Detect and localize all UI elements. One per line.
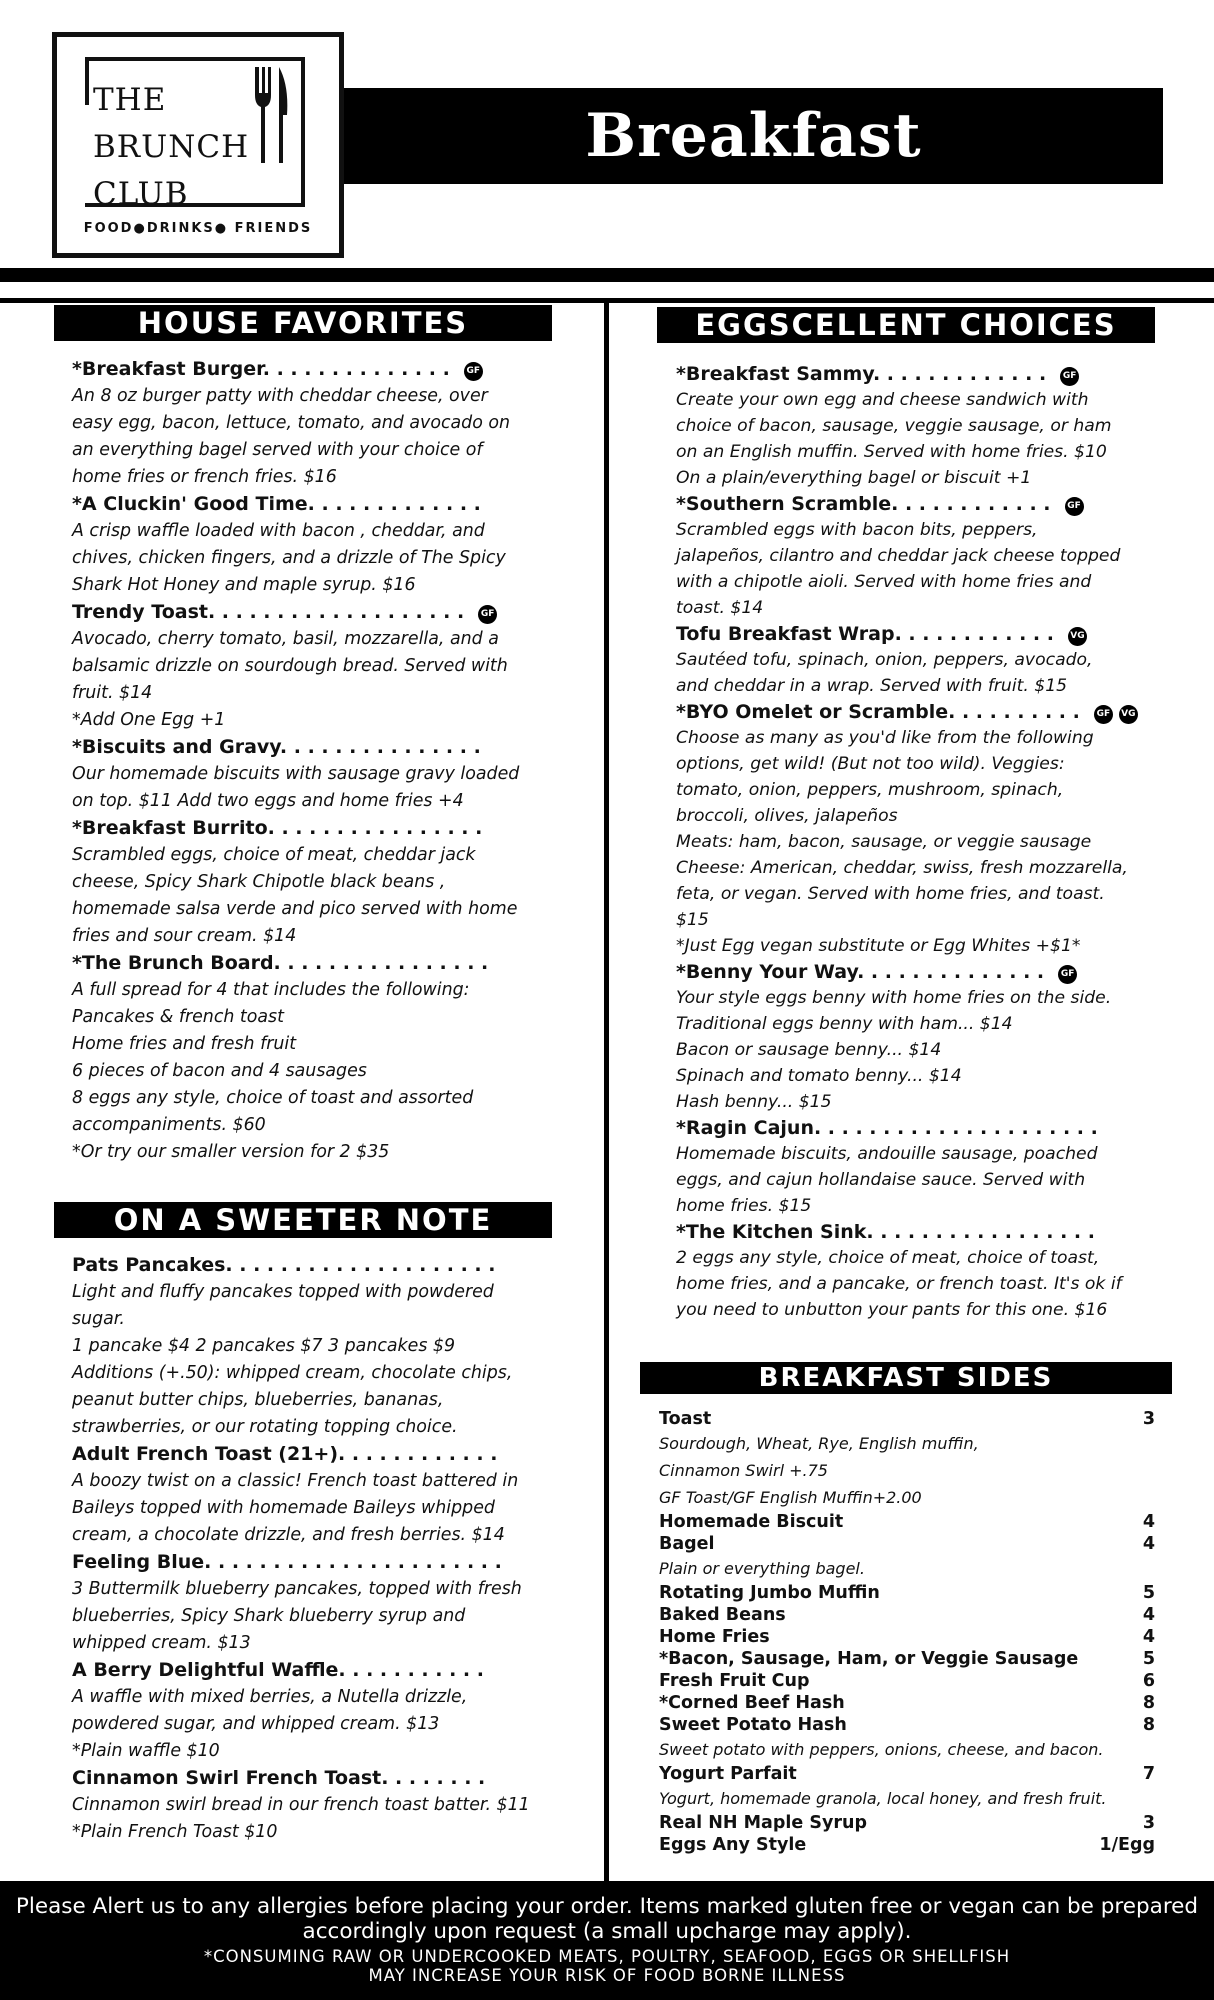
house-favorites-list [72, 356, 592, 1166]
eggscellent-item [676, 361, 1196, 491]
eggscellent-item [676, 959, 1196, 1115]
logo [52, 32, 344, 258]
menu-item-description: home fries. $15 [676, 1196, 812, 1216]
menu-item-description: Light and fluffy pancakes topped with powdered [72, 1282, 494, 1302]
side-item [659, 1604, 1155, 1626]
menu-item-description: Create your own egg and cheese sandwich with [676, 390, 1089, 410]
section-heading-breakfast-sides: BREAKFAST SIDES [640, 1362, 1172, 1394]
sweeter-note-list [72, 1252, 592, 1846]
menu-item-description: fries and sour cream. $14 [72, 926, 297, 946]
menu-item-description: strawberries, or our rotating topping choice. [72, 1417, 458, 1437]
logo-word-club: CLUB [93, 176, 189, 212]
menu-item-description: 8 eggs any style, choice of toast and assorted [72, 1088, 474, 1108]
side-item-price: 8 [1142, 1715, 1155, 1735]
side-item-name: Yogurt Parfait [659, 1764, 797, 1784]
sweeter-note-item [72, 1765, 592, 1846]
side-item-price: 4 [1142, 1627, 1155, 1647]
menu-item-description: choice of bacon, sausage, veggie sausage, or ham [676, 416, 1112, 436]
gluten-free-badge-icon: GF [1060, 367, 1079, 386]
side-item [659, 1648, 1155, 1670]
house-favorites-item [72, 599, 592, 734]
menu-item-description: Scrambled eggs with bacon bits, peppers, [676, 520, 1038, 540]
side-item-price: 3 [1142, 1813, 1155, 1833]
side-item-description: Cinnamon Swirl +.75 [659, 1461, 828, 1480]
menu-item-title [72, 734, 592, 761]
eggscellent-item [676, 491, 1196, 621]
side-item-name: Homemade Biscuit [659, 1512, 844, 1532]
side-item-description: Yogurt, homemade granola, local honey, and fresh fruit. [659, 1789, 1107, 1808]
menu-item-description: On a plain/everything bagel or biscuit +1 [676, 468, 1032, 488]
logo-word-the: THE [93, 82, 167, 118]
menu-item-description: Choose as many as you'd like from the following [676, 728, 1094, 748]
side-item [659, 1763, 1155, 1785]
menu-item-description: tomato, onion, peppers, mushroom, spinach, [676, 780, 1064, 800]
menu-item-description: Avocado, cherry tomato, basil, mozzarella, and a [72, 629, 499, 649]
menu-item-name: Pats Pancakes. . . . . . . . . . . . . . . . . . . . [72, 1254, 496, 1276]
menu-item-description: A full spread for 4 that includes the following: [72, 980, 470, 1000]
menu-item-name: Adult French Toast (21+). . . . . . . . . . . . [72, 1443, 498, 1465]
side-item [659, 1834, 1155, 1856]
menu-item-description: accompaniments. $60 [72, 1115, 266, 1135]
menu-item-name: *The Kitchen Sink. . . . . . . . . . . . . . . . . [676, 1221, 1095, 1243]
menu-item-description: sugar. [72, 1309, 125, 1329]
logo-frame [85, 57, 305, 212]
side-item-price: 5 [1142, 1649, 1155, 1669]
side-item-name: Eggs Any Style [659, 1835, 807, 1855]
menu-item-description: whipped cream. $13 [72, 1633, 251, 1653]
menu-item-description: 1 pancake $4 2 pancakes $7 3 pancakes $9 [72, 1336, 456, 1356]
menu-item-description: easy egg, bacon, lettuce, tomato, and avocado on [72, 413, 511, 433]
menu-item-title [676, 959, 1196, 985]
side-item-name: *Bacon, Sausage, Ham, or Veggie Sausage [659, 1649, 1079, 1669]
menu-item-description: A crisp waffle loaded with bacon , cheddar, and [72, 521, 485, 541]
menu-item-title [72, 1549, 592, 1576]
menu-item-title [72, 356, 592, 383]
side-item [659, 1670, 1155, 1692]
eggscellent-item [676, 699, 1196, 959]
menu-item-name: *Southern Scramble. . . . . . . . . . . . [676, 493, 1051, 515]
eggscellent-item [676, 1219, 1196, 1323]
gluten-free-badge-icon: GF [1065, 497, 1084, 516]
menu-item-description: An 8 oz burger patty with cheddar cheese, over [72, 386, 488, 406]
side-item-description: Plain or everything bagel. [659, 1559, 865, 1578]
menu-item-name: Feeling Blue. . . . . . . . . . . . . . . . . . . . . . [72, 1551, 502, 1573]
menu-item-description: jalapeños, cilantro and cheddar jack cheese topped [676, 546, 1121, 566]
menu-item-description: blueberries, Spicy Shark blueberry syrup and [72, 1606, 466, 1626]
side-item-price: 4 [1142, 1605, 1155, 1625]
fork-knife-icon [251, 65, 289, 165]
gluten-free-badge-icon: GF [1058, 965, 1077, 984]
menu-item-description: 3 Buttermilk blueberry pancakes, topped with fresh [72, 1579, 522, 1599]
menu-item-name: *Ragin Cajun. . . . . . . . . . . . . . . . . . . . . [676, 1117, 1098, 1139]
consumption-warning-line-1: *CONSUMING RAW OR UNDERCOOKED MEATS, POULTRY, SEAFOOD, EGGS OR SHELLFISH [203, 1947, 1011, 1966]
allergy-notice-line-1: Please Alert us to any allergies before placing your order. Items marked gluten free or vegan can be prepared [15, 1894, 1199, 1919]
menu-item-description: Cheese: American, cheddar, swiss, fresh mozzarella, [676, 858, 1128, 878]
menu-item-name: *Benny Your Way. . . . . . . . . . . . . . [676, 961, 1045, 983]
menu-item-name: *Breakfast Burger. . . . . . . . . . . . . . [72, 358, 450, 380]
menu-item-description: A boozy twist on a classic! French toast battered in [72, 1471, 519, 1491]
menu-item-description: home fries, and a pancake, or french toast. It's ok if [676, 1274, 1122, 1294]
menu-item-description: and cheddar in a wrap. Served with fruit. $15 [676, 676, 1068, 696]
menu-item-description: you need to unbutton your pants for this one. $16 [676, 1300, 1108, 1320]
menu-item-description: Additions (+.50): whipped cream, chocolate chips, [72, 1363, 513, 1383]
menu-item-description: powdered sugar, and whipped cream. $13 [72, 1714, 440, 1734]
side-item [659, 1582, 1155, 1604]
sweeter-note-item [72, 1549, 592, 1657]
menu-item-description: Home fries and fresh fruit [72, 1034, 297, 1054]
side-item [659, 1692, 1155, 1714]
menu-item-description: with a chipotle aioli. Served with home fries and [676, 572, 1092, 592]
menu-item-description: eggs, and cajun hollandaise sauce. Served with [676, 1170, 1086, 1190]
header-rule-thick [0, 268, 1214, 282]
side-item [659, 1714, 1155, 1736]
menu-item-description: options, get wild! (But not too wild). Veggies: [676, 754, 1065, 774]
page-title-bar [344, 88, 1163, 184]
menu-item-title [72, 815, 592, 842]
menu-item-name: *A Cluckin' Good Time. . . . . . . . . . . . . [72, 493, 481, 515]
menu-item-name: A Berry Delightful Waffle. . . . . . . . . . . [72, 1659, 484, 1681]
side-item-price: 7 [1142, 1764, 1155, 1784]
sweeter-note-item [72, 1657, 592, 1765]
menu-item-title [676, 361, 1196, 387]
side-item-name: Fresh Fruit Cup [659, 1671, 810, 1691]
menu-item-description: A waffle with mixed berries, a Nutella drizzle, [72, 1687, 468, 1707]
menu-item-name: *Breakfast Sammy. . . . . . . . . . . . . [676, 363, 1047, 385]
consumption-warning-line-2: MAY INCREASE YOUR RISK OF FOOD BORNE ILLNESS [368, 1966, 846, 1985]
menu-item-description: on an English muffin. Served with home fries. $10 [676, 442, 1107, 462]
menu-item-description: fruit. $14 [72, 683, 153, 703]
gluten-free-badge-icon: GF [1094, 705, 1113, 724]
menu-item-description: *Plain waffle $10 [72, 1741, 220, 1761]
side-item [659, 1511, 1155, 1533]
section-heading-house-favorites: HOUSE FAVORITES [54, 305, 552, 341]
menu-item-title [72, 1441, 592, 1468]
page-title: Breakfast [585, 101, 922, 171]
menu-item-description: Sautéed tofu, spinach, onion, peppers, avocado, [676, 650, 1093, 670]
menu-item-name: *Biscuits and Gravy. . . . . . . . . . . . . . . [72, 736, 481, 758]
menu-item-description: on top. $11 Add two eggs and home fries +4 [72, 791, 464, 811]
menu-item-description: peanut butter chips, blueberries, bananas, [72, 1390, 444, 1410]
menu-item-title [72, 491, 592, 518]
menu-item-description: Pancakes & french toast [72, 1007, 284, 1027]
menu-item-title [72, 1657, 592, 1684]
menu-item-title [676, 491, 1196, 517]
menu-item-name: Trendy Toast. . . . . . . . . . . . . . . . . . . [72, 601, 465, 623]
side-item-name: Rotating Jumbo Muffin [659, 1583, 880, 1603]
house-favorites-item [72, 734, 592, 815]
menu-item-description: feta, or vegan. Served with home fries, and toast. [676, 884, 1105, 904]
side-item-name: *Corned Beef Hash [659, 1693, 845, 1713]
side-item-price: 3 [1142, 1409, 1155, 1429]
side-item-description: Sweet potato with peppers, onions, cheese, and bacon. [659, 1740, 1104, 1759]
menu-item-name: *Breakfast Burrito. . . . . . . . . . . . . . . . [72, 817, 483, 839]
menu-item-title [72, 1765, 592, 1792]
menu-item-description: broccoli, olives, jalapeños [676, 806, 898, 826]
menu-item-description: Homemade biscuits, andouille sausage, poached [676, 1144, 1098, 1164]
breakfast-sides-list [659, 1408, 1155, 1856]
menu-item-description: *Plain French Toast $10 [72, 1822, 278, 1842]
menu-item-name: *The Brunch Board. . . . . . . . . . . . . . . . [72, 952, 489, 974]
side-item [659, 1812, 1155, 1834]
eggscellent-item [676, 621, 1196, 699]
menu-item-description: toast. $14 [676, 598, 764, 618]
menu-item-title [676, 699, 1196, 725]
menu-item-description: *Just Egg vegan substitute or Egg Whites +$1* [676, 936, 1081, 956]
side-item-description: GF Toast/GF English Muffin+2.00 [659, 1488, 922, 1507]
vegan-badge-icon: VG [1068, 627, 1087, 646]
side-item-name: Baked Beans [659, 1605, 786, 1625]
side-item-price: 8 [1142, 1693, 1155, 1713]
gluten-free-badge-icon: GF [464, 362, 483, 381]
menu-item-name: Tofu Breakfast Wrap. . . . . . . . . . . . [676, 623, 1054, 645]
menu-item-description: Hash benny... $15 [676, 1092, 832, 1112]
sweeter-note-item [72, 1252, 592, 1441]
menu-item-description: Spinach and tomato benny... $14 [676, 1066, 962, 1086]
menu-item-description: 2 eggs any style, choice of meat, choice of toast, [676, 1248, 1100, 1268]
section-heading-eggscellent-choices: EGGSCELLENT CHOICES [657, 307, 1155, 343]
allergy-footer [0, 1881, 1214, 2000]
menu-item-description: $15 [676, 910, 709, 930]
allergy-notice-line-2: accordingly upon request (a small upcharge may apply). [302, 1919, 912, 1944]
side-item-name: Home Fries [659, 1627, 770, 1647]
menu-item-description: Cinnamon swirl bread in our french toast batter. $11 [72, 1795, 530, 1815]
menu-item-description: an everything bagel served with your choice of [72, 440, 483, 460]
house-favorites-item [72, 356, 592, 491]
menu-item-description: balsamic drizzle on sourdough bread. Served with [72, 656, 508, 676]
menu-item-name: Cinnamon Swirl French Toast. . . . . . . . [72, 1767, 486, 1789]
menu-item-description: chives, chicken fingers, and a drizzle of The Spicy [72, 548, 506, 568]
side-item-price: 4 [1142, 1512, 1155, 1532]
eggscellent-list [676, 361, 1196, 1323]
logo-word-brunch: BRUNCH [93, 129, 250, 165]
menu-item-description: *Or try our smaller version for 2 $35 [72, 1142, 390, 1162]
section-heading-sweeter-note: ON A SWEETER NOTE [54, 1202, 552, 1238]
house-favorites-item [72, 815, 592, 950]
menu-item-description: home fries or french fries. $16 [72, 467, 337, 487]
menu-item-description: 6 pieces of bacon and 4 sausages [72, 1061, 367, 1081]
side-item [659, 1626, 1155, 1648]
menu-item-description: Our homemade biscuits with sausage gravy loaded [72, 764, 520, 784]
logo-tagline: FOOD●DRINKS● FRIENDS [83, 221, 313, 236]
menu-item-description: Shark Hot Honey and maple syrup. $16 [72, 575, 416, 595]
menu-item-description: cheese, Spicy Shark Chipotle black beans , [72, 872, 446, 892]
side-item-name: Toast [659, 1409, 712, 1429]
side-item-price: 1/Egg [1099, 1835, 1155, 1855]
menu-item-description: Scrambled eggs, choice of meat, cheddar jack [72, 845, 476, 865]
house-favorites-item [72, 491, 592, 599]
menu-item-title [72, 950, 592, 977]
house-favorites-item [72, 950, 592, 1166]
side-item [659, 1408, 1155, 1430]
side-item-description: Sourdough, Wheat, Rye, English muffin, [659, 1434, 979, 1453]
vegan-badge-icon: VG [1119, 705, 1138, 724]
eggscellent-item [676, 1115, 1196, 1219]
menu-item-description: Baileys topped with homemade Baileys whipped [72, 1498, 495, 1518]
menu-item-title [676, 621, 1196, 647]
menu-item-description: *Add One Egg +1 [72, 710, 226, 730]
side-item-price: 6 [1142, 1671, 1155, 1691]
menu-item-name: *BYO Omelet or Scramble. . . . . . . . . . [676, 701, 1080, 723]
side-item-name: Real NH Maple Syrup [659, 1813, 867, 1833]
side-item-price: 4 [1142, 1534, 1155, 1554]
menu-item-title [676, 1219, 1196, 1245]
menu-item-description: Bacon or sausage benny... $14 [676, 1040, 942, 1060]
menu-item-description: Meats: ham, bacon, sausage, or veggie sausage [676, 832, 1092, 852]
menu-item-title [72, 1252, 592, 1279]
menu-item-description: cream, a chocolate drizzle, and fresh berries. $14 [72, 1525, 505, 1545]
side-item-name: Bagel [659, 1534, 715, 1554]
column-divider [604, 303, 609, 1881]
gluten-free-badge-icon: GF [478, 605, 497, 624]
side-item-name: Sweet Potato Hash [659, 1715, 847, 1735]
side-item [659, 1533, 1155, 1555]
menu-item-description: homemade salsa verde and pico served with home [72, 899, 518, 919]
side-item-price: 5 [1142, 1583, 1155, 1603]
menu-item-title [676, 1115, 1196, 1141]
menu-item-description: Traditional eggs benny with ham... $14 [676, 1014, 1013, 1034]
sweeter-note-item [72, 1441, 592, 1549]
menu-item-title [72, 599, 592, 626]
menu-item-description: Your style eggs benny with home fries on the side. [676, 988, 1112, 1008]
